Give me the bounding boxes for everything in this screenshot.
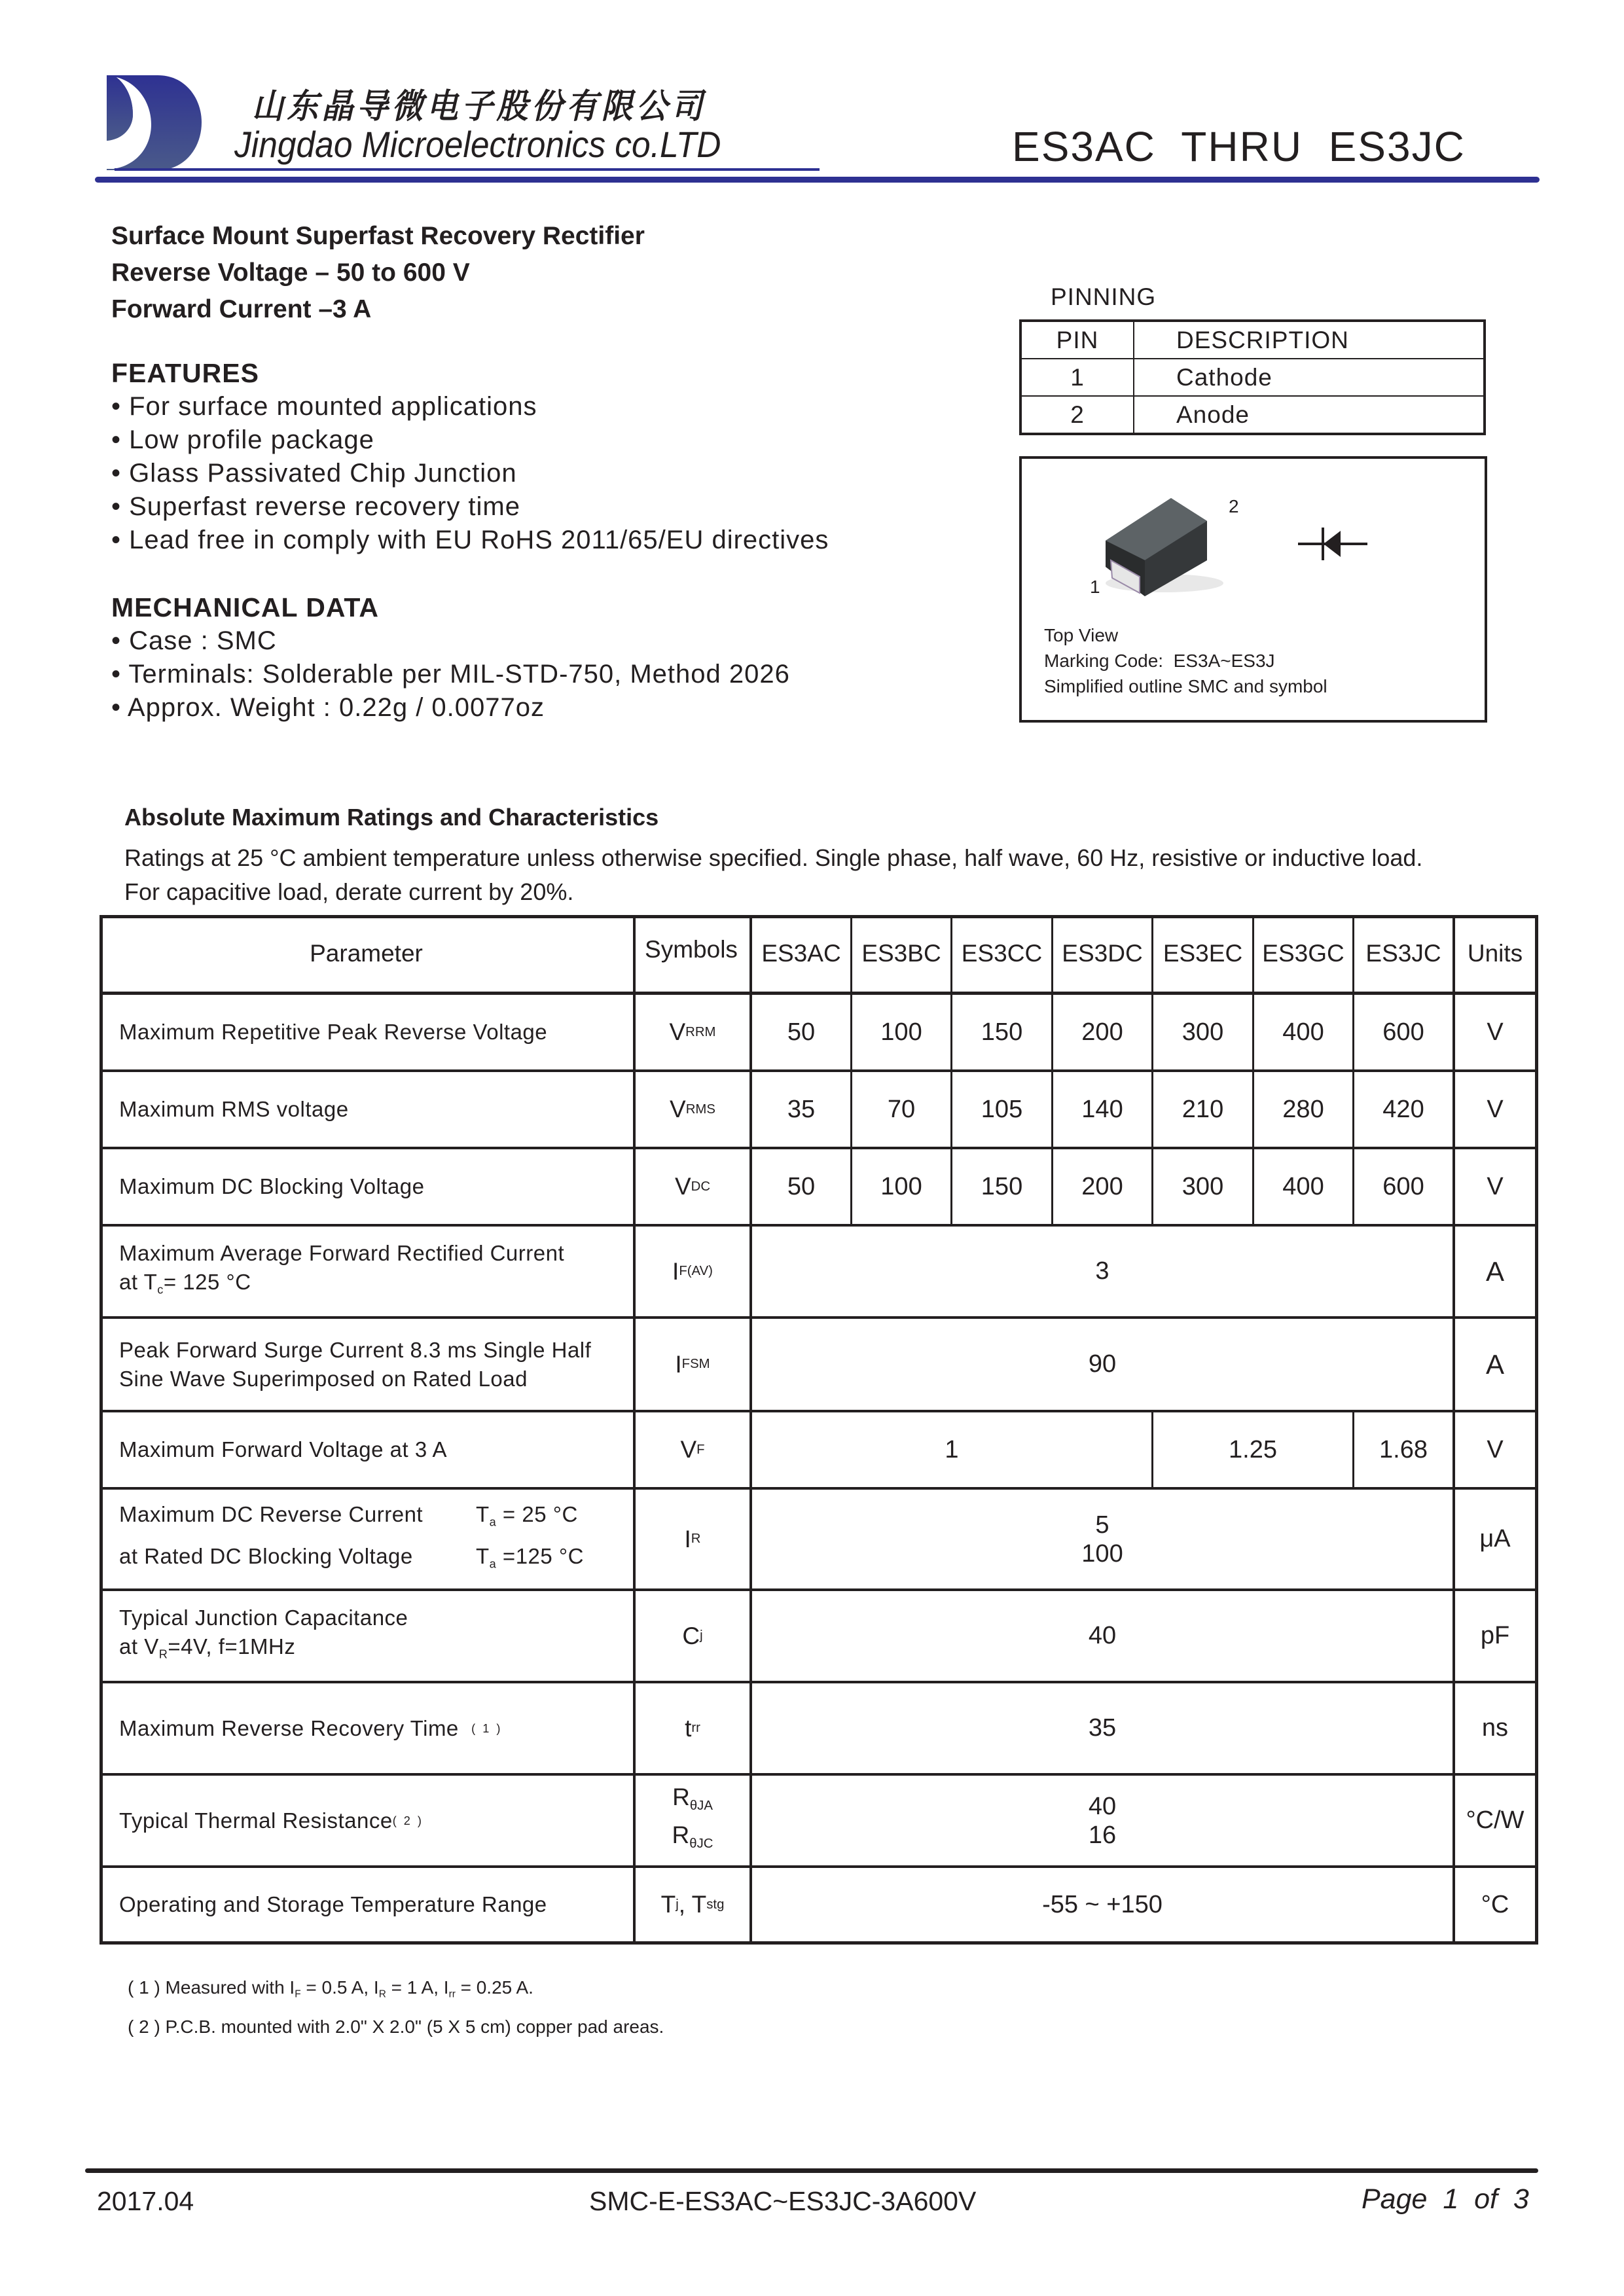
unit-cell: °C/W [1466,1806,1525,1834]
document-title: ES3AC THRU ES3JC [1012,123,1466,170]
description-header: DESCRIPTION [1134,321,1485,359]
ratings-note-line: For capacitive load, derate current by 20%. [124,878,574,905]
param-vrms: Maximum RMS voltage [119,1097,349,1121]
ratings-note-line: Ratings at 25 °C ambient temperature unless otherwise specified. Single phase, half wave, 60 Hz, resistive or inductive load. [124,844,1423,871]
feature-item: • Low profile package [111,425,374,454]
param-cj: Typical Junction Capacitance at $V_R=4V$, f=1MHz [119,1605,408,1661]
symbol-vrms: V RMS [670,1096,715,1122]
param-vdc: Maximum DC Blocking Voltage [119,1174,425,1198]
value-cell: 70 [887,1095,916,1123]
diode-symbol-icon [1297,524,1369,564]
value-cell: 200 [1081,1172,1123,1200]
unit-cell: ns [1481,1714,1509,1742]
value-cell: 400 [1282,1018,1324,1046]
mechanical-item: • Approx. Weight : 0.22g / 0.0077oz [111,693,545,722]
product-summary [111,218,645,328]
table-border [99,1941,1538,1945]
footer-document-code: SMC-E-ES3AC~ES3JC-3A600V [589,2186,977,2216]
pin-description: Cathode [1134,359,1485,396]
marking-code: Marking Code: ES3A~ES3J [1044,651,1275,671]
symbol-temperature: T j , T stg [660,1891,725,1918]
param-vrrm: Maximum Repetitive Peak Reverse Voltage [119,1020,548,1044]
col-header-es3jc: ES3JC [1365,939,1441,967]
mechanical-item: • Case : SMC [111,626,277,655]
forward-current: Forward Current –3 A [111,295,372,323]
param-thermal-resistance: Typical Thermal Resistance ( 2 ) [119,1808,424,1833]
value-cell: 280 [1282,1095,1324,1123]
pin-description: Anode [1134,396,1485,434]
mechanical-data-section [111,591,790,725]
features-heading: FEATURES [111,358,259,388]
value-cell: 90 [1088,1350,1117,1378]
col-header-parameter: Parameter [310,939,423,967]
value-cell: 100 [880,1018,922,1046]
symbol-vdc: V DC [674,1173,711,1200]
value-cell: 100 [880,1172,922,1200]
col-header-symbols: Symbols [645,935,738,963]
value-cell: 1 [945,1435,959,1463]
value-cell: 50 [787,1172,816,1200]
symbol-trr: t rr [685,1714,700,1742]
col-header-es3ac: ES3AC [761,939,841,967]
col-header-es3gc: ES3GC [1262,939,1344,967]
value-cell: 210 [1182,1095,1224,1123]
col-header-es3cc: ES3CC [961,939,1043,967]
param-temperature-range: Operating and Storage Temperature Range [119,1892,547,1916]
pin1-label: 1 [1090,577,1100,597]
company-name-underline [115,168,820,171]
footer-date: 2017.04 [97,2186,194,2216]
top-view-label: Top View [1044,625,1119,645]
reverse-voltage: Reverse Voltage – 50 to 600 V [111,259,470,287]
param-if-av: Maximum Average Forward Rectified Current at $T_c= 125$ °C [119,1240,565,1297]
value-cell: -55 ~ +150 [1042,1890,1163,1918]
footer-page-number: Page 1 of 3 [1362,2183,1529,2215]
value-cell: 40 16 [1088,1792,1117,1849]
value-cell: 105 [981,1095,1023,1123]
smc-package-icon [1092,485,1230,603]
ratings-table [99,915,1538,1945]
pinning-table [1019,319,1486,435]
value-cell: 600 [1382,1018,1424,1046]
feature-item: • Superfast reverse recovery time [111,492,520,521]
company-logo-icon [107,75,204,170]
symbol-cj: C j [682,1622,703,1649]
pinning-title: PINNING [1051,283,1157,310]
symbol-ir: I R [684,1525,701,1552]
unit-cell: V [1487,1172,1504,1200]
feature-item: • Lead free in comply with EU RoHS 2011/65/EU directives [111,526,829,554]
value-cell: 35 [787,1095,816,1123]
product-type: Surface Mount Superfast Recovery Rectifier [111,222,645,250]
symbol-ifsm: I FSM [675,1350,710,1378]
col-header-es3bc: ES3BC [861,939,941,967]
unit-cell: V [1487,1435,1504,1463]
param-ir: Maximum DC Reverse Current $T_a = 25$ °C at Rated DC Blocking Voltage $T_a =125$ °C [119,1502,584,1570]
ratings-title: Absolute Maximum Ratings and Characteristics [124,804,659,831]
param-trr: Maximum Reverse Recovery Time ( 1 ) [119,1715,503,1740]
value-cell: 3 [1095,1257,1110,1285]
unit-cell: V [1487,1018,1504,1046]
value-cell: 300 [1182,1172,1224,1200]
value-cell: 1.25 [1229,1435,1277,1463]
symbol-if-av: I F(AV) [672,1257,713,1285]
col-header-es3dc: ES3DC [1062,939,1143,967]
package-outline-box [1019,456,1487,723]
symbol-thermal-resistance: $R_{\theta JA}$ $R_{\theta JC}$ [672,1784,713,1851]
company-name-chinese: 山东晶导微电子股份有限公司 [252,88,706,126]
col-header-units: Units [1467,939,1523,967]
value-cell: 5 100 [1081,1511,1123,1568]
pin-number: 2 [1020,396,1134,434]
mechanical-heading: MECHANICAL DATA [111,592,380,622]
col-header-es3ec: ES3EC [1163,939,1243,967]
features-section [111,357,829,557]
value-cell: 150 [981,1172,1023,1200]
param-vf: Maximum Forward Voltage at 3 A [119,1437,448,1462]
feature-item: • Glass Passivated Chip Junction [111,459,517,488]
unit-cell: μA [1479,1525,1511,1552]
footnote-1: ( 1 ) Measured with $I_F = 0.5$ A, $I_R = 1$ A, $I_{rr} = 0.25$ A. [128,1977,533,2000]
footnote-2: ( 2 ) P.C.B. mounted with 2.0" X 2.0" (5 X 5 cm) copper pad areas. [128,2017,664,2037]
value-cell: 40 [1088,1622,1117,1649]
param-ifsm: Peak Forward Surge Current 8.3 ms Single Half Sine Wave Superimposed on Rated Load [119,1337,592,1391]
footnotes [128,1971,664,2043]
header-divider [95,177,1540,183]
unit-cell: °C [1481,1890,1509,1918]
value-cell: 140 [1081,1095,1123,1123]
pinning-header-row [1020,321,1485,359]
outline-description: Simplified outline SMC and symbol [1044,676,1327,696]
pin-header: PIN [1020,321,1134,359]
value-cell: 35 [1088,1714,1117,1742]
ratings-note [124,841,1422,909]
value-cell: 420 [1382,1095,1424,1123]
feature-item: • For surface mounted applications [111,392,537,421]
value-cell: 1.68 [1379,1435,1428,1463]
value-cell: 150 [981,1018,1023,1046]
value-cell: 50 [787,1018,816,1046]
package-caption [1044,622,1327,699]
footer-divider [85,2168,1538,2173]
unit-cell: V [1487,1095,1504,1123]
mechanical-item: • Terminals: Solderable per MIL-STD-750, Method 2026 [111,660,790,689]
company-name-english: Jingdao Microelectronics co.LTD [234,124,721,165]
value-cell: 200 [1081,1018,1123,1046]
symbol-vf: V F [680,1436,705,1463]
value-cell: 400 [1282,1172,1324,1200]
unit-cell: A [1485,1255,1504,1287]
pinning-row [1020,359,1485,396]
table-border [1535,915,1538,1945]
pinning-row [1020,396,1485,434]
value-cell: 600 [1382,1172,1424,1200]
unit-cell: A [1485,1348,1504,1380]
value-cell: 300 [1182,1018,1224,1046]
symbol-vrrm: V RRM [669,1018,716,1045]
pin-number: 1 [1020,359,1134,396]
pin2-label: 2 [1229,496,1239,516]
unit-cell: pF [1480,1622,1510,1649]
